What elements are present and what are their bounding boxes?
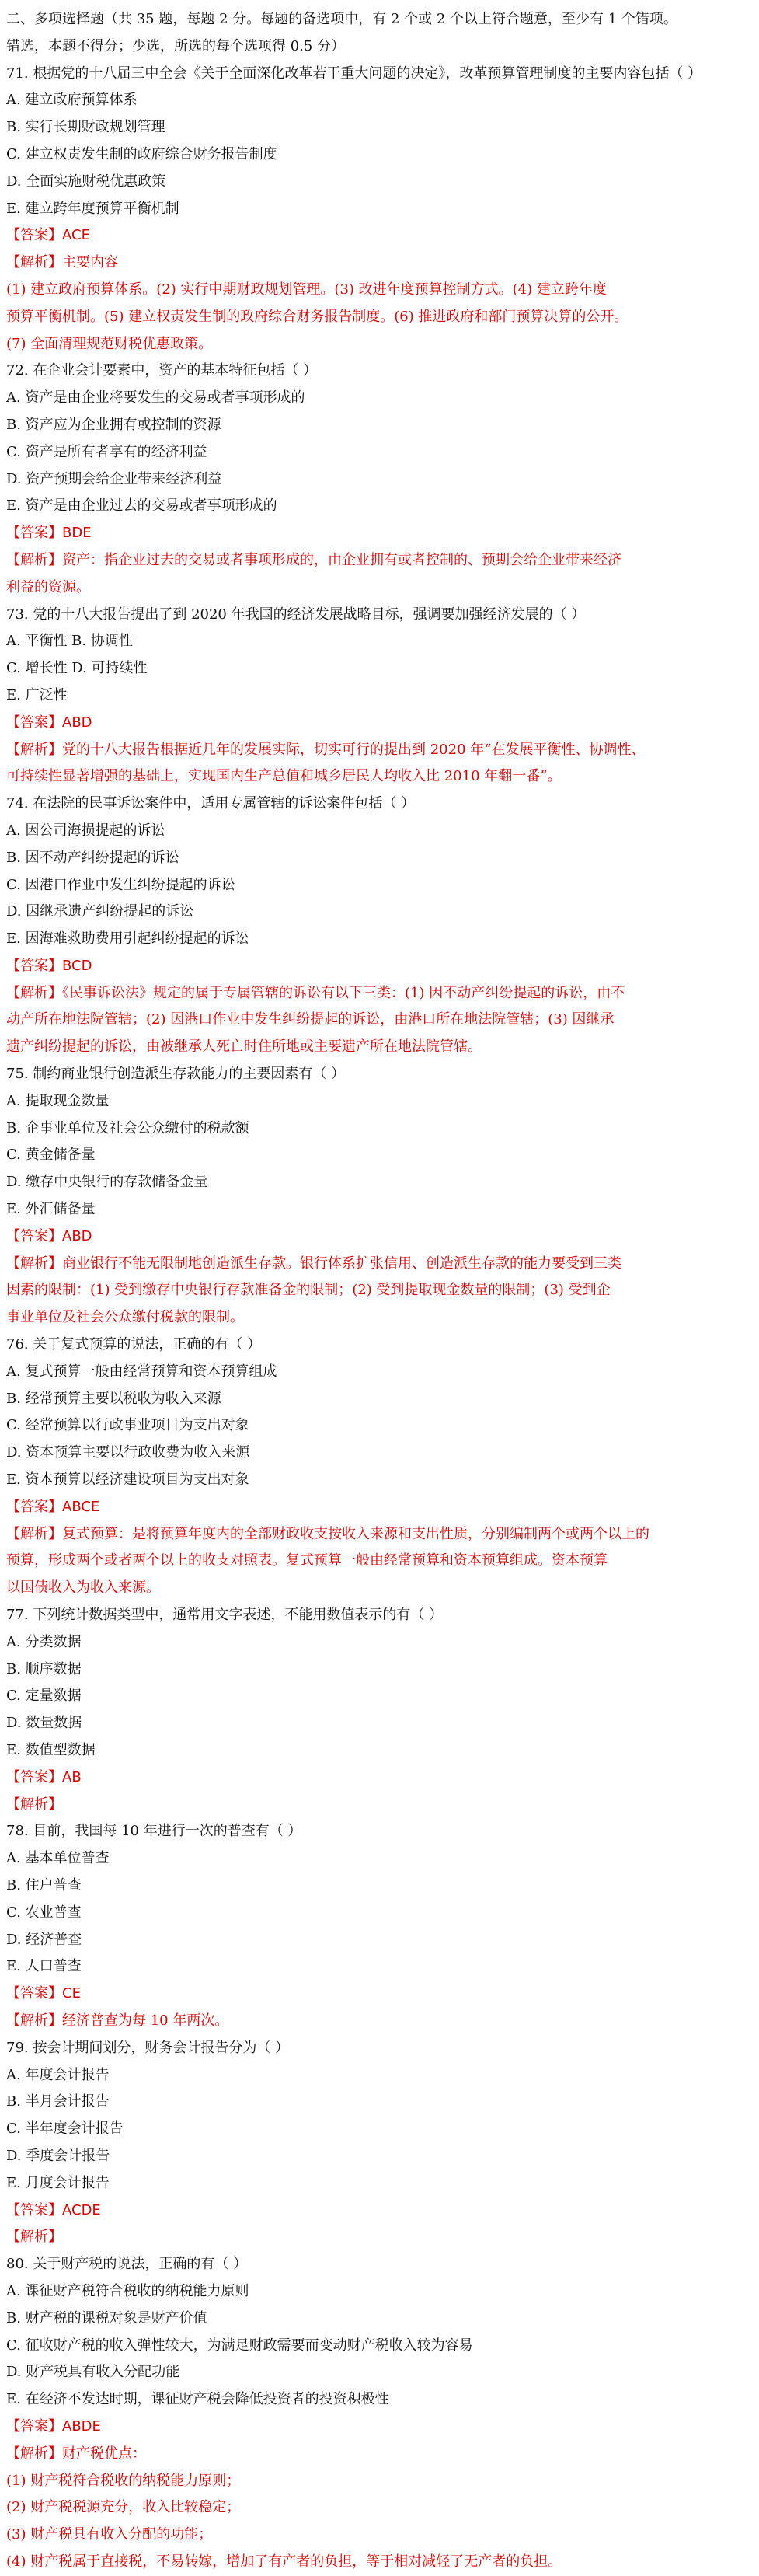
answer-option: C. 黄金储备量 <box>6 1147 96 1164</box>
analysis-tag: 【解析】 <box>6 551 62 568</box>
analysis-line <box>6 547 753 574</box>
answer-option: B. 经常预算主要以税收为收入来源 <box>6 1390 221 1407</box>
answer-option: E. 因海难救助费用引起纠纷提起的诉讼 <box>6 930 249 948</box>
answer-line <box>6 1494 753 1521</box>
analysis-block <box>6 737 753 791</box>
answer-option: D. 资产预期会给企业带来经济利益 <box>6 470 222 487</box>
answer-option: D. 经济普查 <box>6 1931 82 1948</box>
question-text: 76. 关于复式预算的说法，正确的有（ ） <box>6 1336 262 1353</box>
answer-value: ACE <box>62 227 90 244</box>
question-text: 75. 制约商业银行创造派生存款能力的主要因素有（ ） <box>6 1066 346 1083</box>
analysis-block <box>6 1792 753 1819</box>
answer-value: ABCE <box>62 1498 100 1515</box>
answer-value: ABD <box>62 1227 92 1244</box>
analysis-block <box>6 1521 753 1602</box>
answer-tag: 【答案】 <box>6 714 62 731</box>
question-text: 78. 目前，我国每 10 年进行一次的普查有（ ） <box>6 1823 302 1840</box>
analysis-block <box>6 980 753 1061</box>
answer-option: E. 数值型数据 <box>6 1742 96 1758</box>
answer-value: CE <box>62 1985 81 2002</box>
analysis-text: (1) 财产税符合税收的纳税能力原则； <box>6 2472 241 2489</box>
answer-option: C. 征收财产税的收入弹性较大，为满足财政需要而变动财产税收入较为容易 <box>6 2337 473 2354</box>
question-block <box>6 1818 753 2034</box>
analysis-text: (3) 财产税具有收入分配的功能； <box>6 2526 213 2543</box>
answer-option: B. 顺序数据 <box>6 1660 82 1677</box>
answer-option: E. 建立跨年度预算平衡机制 <box>6 200 179 217</box>
answer-line <box>6 1981 753 2008</box>
answer-option: C. 农业普查 <box>6 1904 82 1921</box>
answer-tag: 【答案】 <box>6 957 62 974</box>
analysis-text: (4) 财产税属于直接税，不易转嫁，增加了有产者的负担，等于相对减轻了无产者的负担。 <box>6 2553 562 2570</box>
answer-option: D. 财产税具有收入分配功能 <box>6 2364 180 2381</box>
question-list <box>6 61 753 2576</box>
answer-line <box>6 1223 753 1251</box>
analysis-text: 以国债收入为收入来源。 <box>6 1579 160 1597</box>
question-block <box>6 1602 753 1818</box>
analysis-tag: 【解析】 <box>6 984 62 1001</box>
answer-tag: 【答案】 <box>6 227 62 244</box>
analysis-text: 因素的限制：(1) 受到缴存中央银行存款准备金的限制；(2) 受到提取现金数量的限制；(3) 受到企 <box>6 1282 611 1299</box>
answer-option: D. 全面实施财税优惠政策 <box>6 173 166 190</box>
answer-option: D. 资本预算主要以行政收费为收入来源 <box>6 1444 250 1461</box>
answer-line <box>6 953 753 980</box>
question-block <box>6 61 753 358</box>
answer-option: E. 广泛性 <box>6 686 68 703</box>
answer-option: A. 课征财产税符合税收的纳税能力原则 <box>6 2282 249 2299</box>
answer-option: A. 年度会计报告 <box>6 2066 110 2083</box>
analysis-tag: 【解析】 <box>6 1796 62 1813</box>
question-text: 72. 在企业会计要素中，资产的基本特征包括（ ） <box>6 362 318 379</box>
analysis-text: (7) 全面清理规范财税优惠政策。 <box>6 335 213 352</box>
analysis-tag: 【解析】 <box>6 1255 62 1272</box>
answer-option: D. 数量数据 <box>6 1715 82 1732</box>
answer-option: C. 定量数据 <box>6 1688 82 1705</box>
question-block <box>6 2035 753 2251</box>
analysis-text: 可持续性显著增强的基础上，实现国内生产总值和城乡居民人均收入比 2010 年翻一番”。 <box>6 768 562 785</box>
analysis-line <box>6 2224 753 2251</box>
answer-value: BDE <box>62 525 92 542</box>
answer-option: D. 缴存中央银行的存款储备金量 <box>6 1174 208 1191</box>
analysis-tag: 【解析】 <box>6 741 62 758</box>
section-intro <box>6 6 753 61</box>
answer-option: B. 资产应为企业拥有或控制的资源 <box>6 416 221 433</box>
answer-line <box>6 1764 753 1792</box>
answer-line <box>6 520 753 547</box>
intro-line: 错选，本题不得分；少选，所选的每个选项得 0.5 分） <box>6 37 346 54</box>
answer-option: D. 因继承遗产纠纷提起的诉讼 <box>6 903 194 920</box>
analysis-text: 《民事诉讼法》规定的属于专属管辖的诉讼有以下三类：(1) 因不动产纠纷提起的诉讼，由不 <box>62 984 625 1001</box>
analysis-tag: 【解析】 <box>6 2012 62 2029</box>
analysis-text: 事业单位及社会公众缴付税款的限制。 <box>6 1309 244 1326</box>
answer-tag: 【答案】 <box>6 2201 62 2218</box>
answer-tag: 【答案】 <box>6 525 62 542</box>
answer-option: A. 提取现金数量 <box>6 1092 110 1109</box>
answer-option: A. 建立政府预算体系 <box>6 92 138 109</box>
question-block <box>6 602 753 791</box>
answer-option: E. 人口普查 <box>6 1958 82 1975</box>
question-text: 71. 根据党的十八届三中全会《关于全面深化改革若干重大问题的决定》，改革预算管理制度的主要内容包括（ ） <box>6 65 702 82</box>
question-text: 77. 下列统计数据类型中，通常用文字表述，不能用数值表示的有（ ） <box>6 1607 444 1624</box>
answer-option: E. 在经济不发达时期，课征财产税会降低投资者的投资积极性 <box>6 2391 389 2408</box>
answer-option: E. 月度会计报告 <box>6 2174 110 2191</box>
answer-option: C. 增长性 D. 可持续性 <box>6 660 148 677</box>
answer-line <box>6 2197 753 2225</box>
answer-tag: 【答案】 <box>6 2417 62 2435</box>
analysis-text: 利益的资源。 <box>6 578 90 595</box>
answer-option: A. 平衡性 B. 协调性 <box>6 633 133 650</box>
answer-line <box>6 710 753 737</box>
analysis-text: 商业银行不能无限制地创造派生存款。银行体系扩张信用、创造派生存款的能力要受到三类 <box>62 1255 621 1272</box>
question-text: 79. 按会计期间划分，财务会计报告分为（ ） <box>6 2039 290 2056</box>
analysis-text: (1) 建立政府预算体系。(2) 实行中期财政规划管理。(3) 改进年度预算控制方式。(4) 建立跨年度 <box>6 281 607 298</box>
analysis-line <box>6 1521 753 1548</box>
intro-line: 二、多项选择题（共 35 题，每题 2 分。每题的备选项中，有 2 个或 2 个以上符合题意，至少有 1 个错项。 <box>6 11 677 27</box>
analysis-line <box>6 1251 753 1278</box>
answer-line <box>6 222 753 250</box>
question-block <box>6 1332 753 1602</box>
answer-option: B. 财产税的课税对象是财产价值 <box>6 2309 207 2326</box>
answer-option: B. 企事业单位及社会公众缴付的税款额 <box>6 1119 249 1136</box>
analysis-block <box>6 2441 753 2576</box>
question-text: 73. 党的十八大报告提出了到 2020 年我国的经济发展战略目标，强调要加强经济发展的（ ） <box>6 606 586 623</box>
answer-option: D. 季度会计报告 <box>6 2147 110 2164</box>
answer-value: ABD <box>62 714 92 731</box>
answer-option: B. 半月会计报告 <box>6 2093 110 2110</box>
question-text: 74. 在法院的民事诉讼案件中，适用专属管辖的诉讼案件包括（ ） <box>6 795 416 812</box>
answer-tag: 【答案】 <box>6 1768 62 1785</box>
answer-value: BCD <box>62 957 92 974</box>
answer-option: E. 外汇储备量 <box>6 1201 96 1218</box>
analysis-text: 党的十八大报告根据近几年的发展实际，切实可行的提出到 2020 年“在发展平衡性、协调性、 <box>62 741 646 758</box>
analysis-line <box>6 2008 753 2035</box>
analysis-text: 遗产纠纷提起的诉讼，由被继承人死亡时住所地或主要遗产所在地法院管辖。 <box>6 1038 482 1056</box>
answer-option: A. 基本单位普查 <box>6 1850 110 1867</box>
analysis-heading: 主要内容 <box>62 254 118 271</box>
analysis-tag: 【解析】 <box>6 254 62 271</box>
analysis-heading: 财产税优点： <box>62 2445 146 2462</box>
answer-option: C. 资产是所有者享有的经济利益 <box>6 443 207 460</box>
analysis-text: 预算，形成两个或者两个以上的收支对照表。复式预算一般由经常预算和资本预算组成。资本预算 <box>6 1552 608 1569</box>
analysis-text: 资产：指企业过去的交易或者事项形成的，由企业拥有或者控制的、预期会给企业带来经济 <box>62 551 621 568</box>
analysis-block <box>6 2224 753 2251</box>
answer-value: ABDE <box>62 2417 101 2435</box>
answer-option: C. 建立权责发生制的政府综合财务报告制度 <box>6 145 277 162</box>
answer-line <box>6 2414 753 2441</box>
question-block <box>6 358 753 601</box>
analysis-text: 预算平衡机制。(5) 建立权责发生制的政府综合财务报告制度。(6) 推进政府和部门预算决算的公开。 <box>6 308 628 325</box>
answer-option: B. 住户普查 <box>6 1876 82 1894</box>
answer-tag: 【答案】 <box>6 1498 62 1515</box>
analysis-text: 经济普查为每 10 年两次。 <box>62 2012 229 2029</box>
answer-value: AB <box>62 1768 82 1785</box>
answer-tag: 【答案】 <box>6 1227 62 1244</box>
answer-option: C. 因港口作业中发生纠纷提起的诉讼 <box>6 876 235 893</box>
answer-option: A. 资产是由企业将要发生的交易或者事项形成的 <box>6 389 305 407</box>
answer-option: B. 因不动产纠纷提起的诉讼 <box>6 849 179 866</box>
analysis-line <box>6 2441 753 2468</box>
analysis-text: 动产所在地法院管辖；(2) 因港口作业中发生纠纷提起的诉讼，由港口所在地法院管辖；(3) 因继承 <box>6 1011 615 1028</box>
analysis-block <box>6 2008 753 2035</box>
analysis-tag: 【解析】 <box>6 2229 62 2246</box>
analysis-block <box>6 547 753 602</box>
answer-option: E. 资本预算以经济建设项目为支出对象 <box>6 1471 249 1489</box>
answer-option: C. 半年度会计报告 <box>6 2120 124 2138</box>
analysis-text: (2) 财产税税源充分，收入比较稳定； <box>6 2499 241 2516</box>
question-text: 80. 关于财产税的说法，正确的有（ ） <box>6 2256 248 2273</box>
answer-option: A. 因公司海损提起的诉讼 <box>6 822 165 839</box>
analysis-line <box>6 1792 753 1819</box>
analysis-tag: 【解析】 <box>6 2445 62 2462</box>
question-block <box>6 2251 753 2576</box>
analysis-block <box>6 1251 753 1332</box>
analysis-line <box>6 737 753 764</box>
answer-option: A. 复式预算一般由经常预算和资本预算组成 <box>6 1363 277 1380</box>
answer-option: A. 分类数据 <box>6 1633 82 1650</box>
analysis-tag: 【解析】 <box>6 1525 62 1542</box>
analysis-text: 复式预算：是将预算年度内的全部财政收支按收入来源和支出性质，分别编制两个或两个以上的 <box>62 1525 649 1542</box>
answer-option: B. 实行长期财政规划管理 <box>6 119 165 136</box>
answer-option: E. 资产是由企业过去的交易或者事项形成的 <box>6 497 277 515</box>
answer-value: ACDE <box>62 2201 101 2218</box>
analysis-block <box>6 250 753 358</box>
question-block <box>6 1061 753 1332</box>
answer-option: C. 经常预算以行政事业项目为支出对象 <box>6 1417 249 1434</box>
answer-tag: 【答案】 <box>6 1985 62 2002</box>
analysis-line <box>6 980 753 1007</box>
analysis-line <box>6 250 753 277</box>
question-block <box>6 791 753 1061</box>
